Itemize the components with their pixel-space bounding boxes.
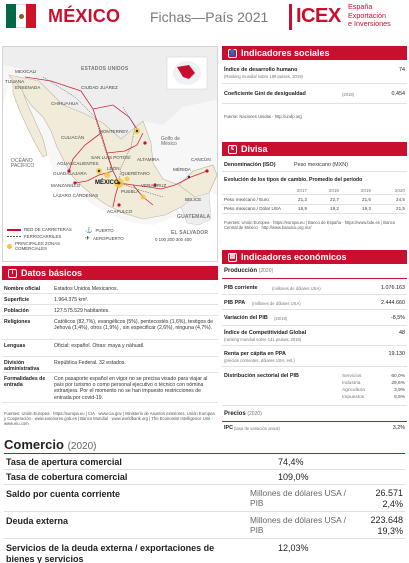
map-label-lazaro: LÁZARO CÁRDENAS [53,193,99,198]
map-label-leon: LEÓN [107,166,120,171]
map-label-monterrey: MONTERREY [99,129,129,134]
table-row: Tasa de cobertura comercial 109,0% [4,470,405,485]
sectorial-distribution: Distribución sectorial del PIB Servicios 60,0% Industria 29,6% Agricultura 3,9% Impuestos 6,5% [222,370,407,406]
anchor-icon: ⚓ [85,228,93,234]
social-source: Fuente: Naciones Unidas · http://undp.org [224,114,302,119]
map-label-tijuana: TIJUANA [5,79,25,84]
list-item: Servicios 60,0% [342,374,405,379]
ipc-row: IPC (tasa de variación anual) 3,2% [224,425,405,431]
country-map [2,46,218,262]
table-row: Peso mexicano / Dólar USA 18,9 19,2 19,3 21,5 [222,205,407,214]
currency-icon: € [228,145,237,154]
icex-logo: ICEX [296,5,341,27]
map-label-ensenada: ENSENADA [15,85,41,90]
map-label-aguascalientes: AGUASCALIENTES [57,161,99,166]
sector-list [342,373,405,401]
social-table [222,62,407,112]
table-row: PIB PPA (millones de dólares USA) 2.444.660 [222,295,407,310]
divisa-denomination: Denominación (ISO) Peso mexicano (MXN) [222,158,407,172]
map-label-san-luis: SAN LUIS POTOSÍ [91,155,131,160]
list-item: Agricultura 3,9% [342,388,405,393]
table-header: 2017 2018 2019 2020 [222,187,407,195]
map-label-oceano: OCÉANO PACÍFICO [11,158,35,169]
map-label-salvador: EL SALVADOR [171,230,209,236]
table-row: Renta per cápita en PPA (precios corrientes, dólares USA, est.) 19.130 [222,346,407,367]
list-item: Impuestos 6,5% [342,395,405,400]
table-row: Población 127.575.529 habitantes. [2,305,218,316]
map-label-queretaro: QUERÉTARO [121,171,150,176]
divider [222,421,407,422]
map-label-chihuahua: CHIHUAHUA [51,101,79,106]
section-indicadores-economicos: ▤ Indicadores económicos [222,250,407,264]
chart-icon: ▤ [229,254,236,260]
map-label-golfo: Golfo de México [161,136,180,147]
list-item: Industria 29,6% [342,381,405,386]
basic-data-table [2,283,218,409]
country-title: MÉXICO [48,6,121,26]
legend-port: ⚓ PUERTO [85,228,114,234]
map-label-puebla: PUEBLA [121,189,140,194]
table-row: Formalidades de entrada Con pasaporte español en vigor no se precisa visado para viajar al país por turismo o como personal ejecutivo o técnico con nómina extranjera. Por el momento no se han impuesto restricciones de entrada por covid-19. [2,373,218,403]
map-label-mexicali: MEXICALI [15,69,37,74]
divider [222,278,407,279]
table-row: División administrativa República Federal. 32 estados. [2,357,218,373]
legend-zones: PRINCIPALES ZONAS COMERCIALES [7,241,65,251]
divider [4,453,405,454]
divisa-evolution-title: Evolución de los tipos de cambio. Promedio del período [224,177,363,183]
table-row: Índice de desarrollo humano (Ranking mundial sobre 189 países, 2019) 74 [222,62,407,84]
map-legend [5,215,213,261]
exchange-table [222,187,407,215]
table-row: Índice de Competitividad Global (ranking mundial sobre 141 países, 2019) 48 [222,326,407,346]
table-row: Variación del PIB (20/19) -8,5% [222,310,407,326]
economic-table [222,280,407,370]
section-divisa: € Divisa [222,142,407,156]
divisa-source: Fuentes: Unión Europea · https://europa.eu | Banco de España · https://www.bde.es | Banco Central de México · http://www.banxico.org.mx/ [224,220,396,231]
table-row: Superficie 1.964.375 km². [2,294,218,305]
map-label-veracruz: VERACRUZ [141,183,167,188]
info-icon: i [8,269,17,278]
mexico-flag-icon [6,4,36,28]
produccion-title: Producción (2020) [224,268,274,274]
map-label-merida: MÉRIDA [173,167,191,172]
map-label-guatemala: GUATEMALA [177,214,211,220]
table-row: PIB corriente (millones de dólares USA) 1.076.163 [222,280,407,295]
map-label-mexico: MÉXICO [95,180,119,186]
table-row: Lenguas Oficial: español. Otras: maya y náhuatl. [2,340,218,357]
map-label-cancun: CANCÚN [191,157,211,162]
table-row: Religiones Católicos (82,7%), evangélicos (5%), pentecostés (1,6%), testigos de Jehová (1,4%), otros (1,9%) , sin especificar (2,6%), ninguna (4,7%). [2,316,218,340]
table-row: Nombre oficial Estados Unidos Mexicanos. [2,283,218,294]
icex-logo-bar [289,4,292,30]
table-row: Saldo por cuenta corriente Millones de dólares USA / PIB 26.571 2,4% [4,485,405,512]
basic-data-source: Fuentes: Unión Europea · https://europa.eu | CIA · www.cia.gov | Ministerio de Asuntos exteriores, Unión Europea y Cooperación · www.exteriores.gob.es | Banco Mundial · www.worldbank.org | The Economist Intelligence Unit · www.eiu.com [4,411,215,427]
map-label-belice: BELICE [185,197,202,202]
legend-scale: 0 100 200 300 400 [155,237,192,242]
map-label-guadalajara: GUADALAJARA [53,171,87,176]
precios-title: Precios (2020) [224,411,262,417]
table-row: Servicios de la deuda externa / exportaciones de bienes y servicios 12,03% [6,543,309,563]
map-label-ciudad-juarez: CIUDAD JUÁREZ [81,85,118,90]
airplane-icon: ✈ [85,236,91,242]
table-row: Tasa de apertura comercial 74,4% [4,455,405,470]
section-datos-basicos: i Datos básicos [2,266,218,280]
legend-roads: RED DE CARRETERAS [7,227,72,232]
legend-airport: ✈ AEROPUERTO [85,236,124,242]
map-label-us: ESTADOS UNIDOS [81,66,129,72]
section-indicadores-sociales: 👤 Indicadores sociales [222,46,407,60]
map-label-acapulco: ACAPULCO [107,209,133,214]
legend-rail: FERROCARRILES [7,234,61,239]
comercio-title: Comercio (2020) [4,437,97,452]
icex-tagline: España Exportación e Inversiones [348,2,391,29]
person-icon: 👤 [228,50,237,56]
map-label-altamira: ALTAMIRA [137,157,160,162]
series-title: Fichas—País 2021 [150,9,269,25]
table-row: Coeficiente Gini de desigualdad (2018) 0,454 [222,84,407,104]
table-row: Deuda externa Millones de dólares USA / PIB 223.648 19,3% [4,512,405,539]
map-label-manzanillo: MANZANILLO [51,183,81,188]
table-row: Peso mexicano / Euro 21,3 22,7 21,6 24,5 [222,196,407,205]
map-label-culiacan: CULIACÁN [61,135,85,140]
